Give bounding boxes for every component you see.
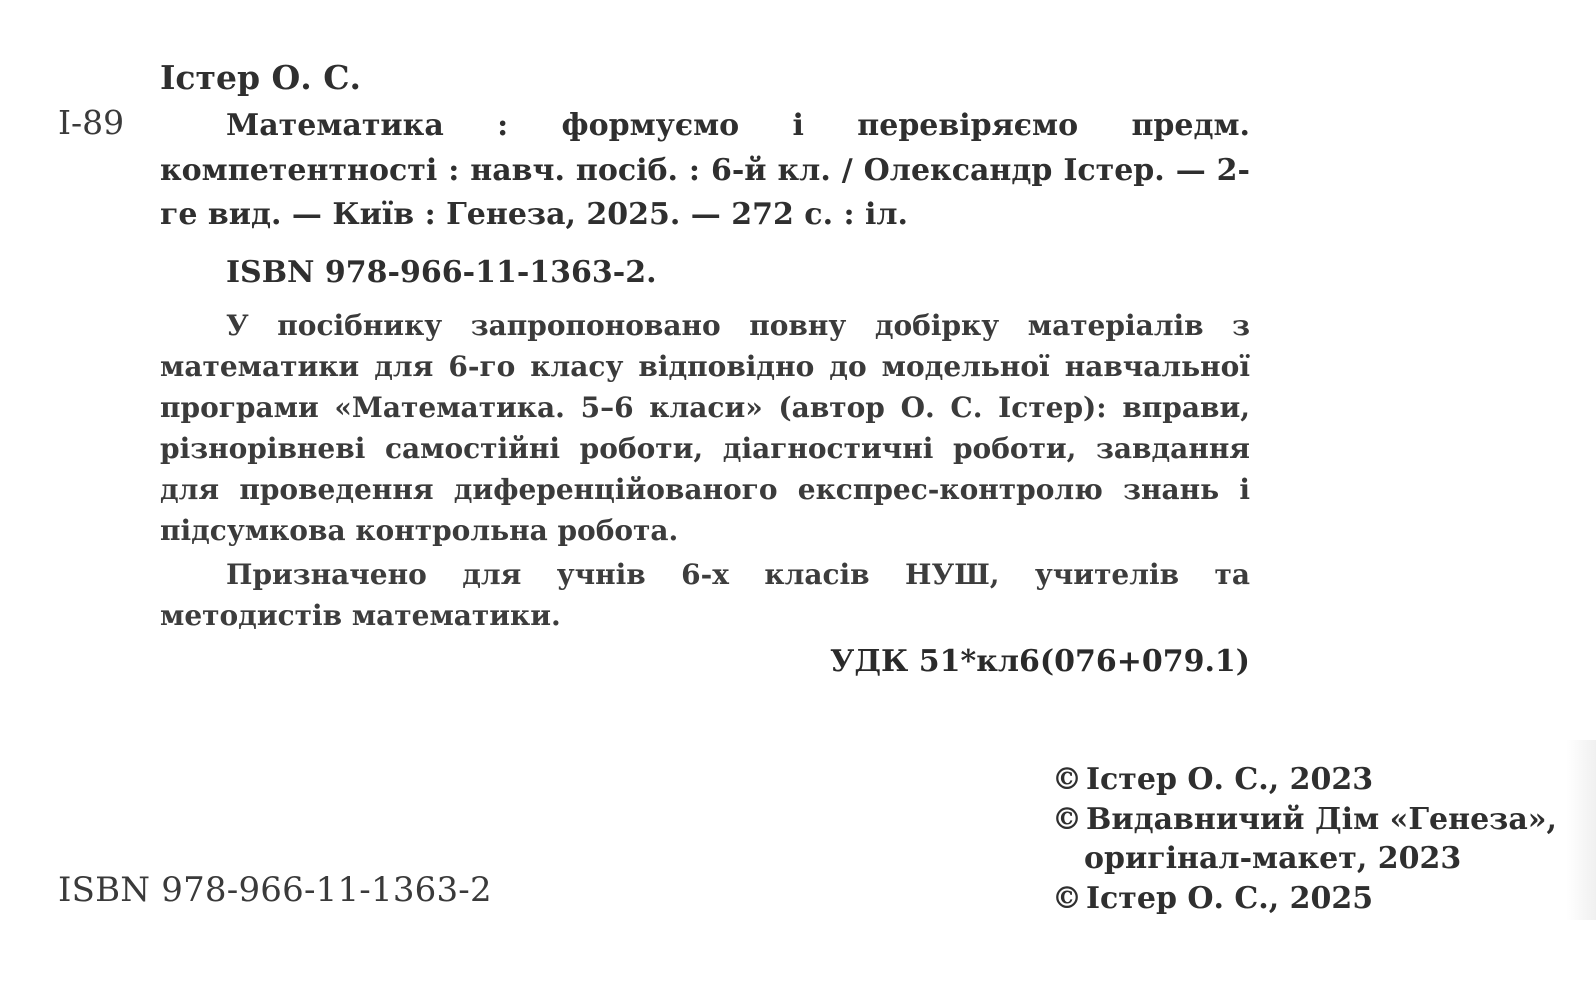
copyright-line bbox=[1052, 879, 1557, 919]
udk-code: УДК 51*кл6(076+079.1) bbox=[830, 644, 1250, 679]
annotation-paragraph: У посібнику запропоновано повну добірку матеріалів з математики для 6-го класу відповідно до модельної навчальної програми «Математика. 5–6 класи» (автор О. С. Істер): вправи, різнорівневі самостійні роботи, діагностичні роботи, завдання для проведення диференційованого експрес-контролю знань і підсумкова контрольна робота. bbox=[160, 309, 1250, 547]
audience-paragraph: Призначено для учнів 6-х класів НУШ, учителів та методистів математики. bbox=[160, 558, 1250, 632]
copyright-line bbox=[1052, 760, 1557, 800]
copyright-text: Істер О. С., 2023 bbox=[1086, 762, 1374, 797]
copyright-text: Видавничий Дім «Генеза», bbox=[1086, 801, 1557, 837]
copyright-line bbox=[1052, 800, 1557, 840]
page-edge-shadow bbox=[1566, 740, 1596, 920]
copyright-line bbox=[1052, 839, 1557, 879]
author-heading: Істер О. С. bbox=[160, 58, 362, 97]
author-sign: І-89 bbox=[58, 103, 125, 142]
bibliographic-description: Математика : формуємо і перевіряємо предм. компетентності : навч. посіб. : 6-й кл. / Олександр Істер. — 2-ге вид. — Київ : Генеза, 2025. — 272 с. : іл. bbox=[160, 108, 1250, 232]
copyright-text: оригінал-макет, 2023 bbox=[1084, 841, 1462, 876]
copyright-text: Істер О. С., 2025 bbox=[1086, 880, 1374, 916]
copyright-block bbox=[1052, 760, 1557, 918]
isbn-line: ISBN 978-966-11-1363-2. bbox=[226, 255, 657, 290]
isbn-bottom: ISBN 978-966-11-1363-2 bbox=[58, 870, 492, 910]
copyright-symbol: © bbox=[1052, 801, 1082, 837]
copyright-symbol: © bbox=[1052, 762, 1082, 797]
copyright-symbol: © bbox=[1052, 880, 1082, 916]
